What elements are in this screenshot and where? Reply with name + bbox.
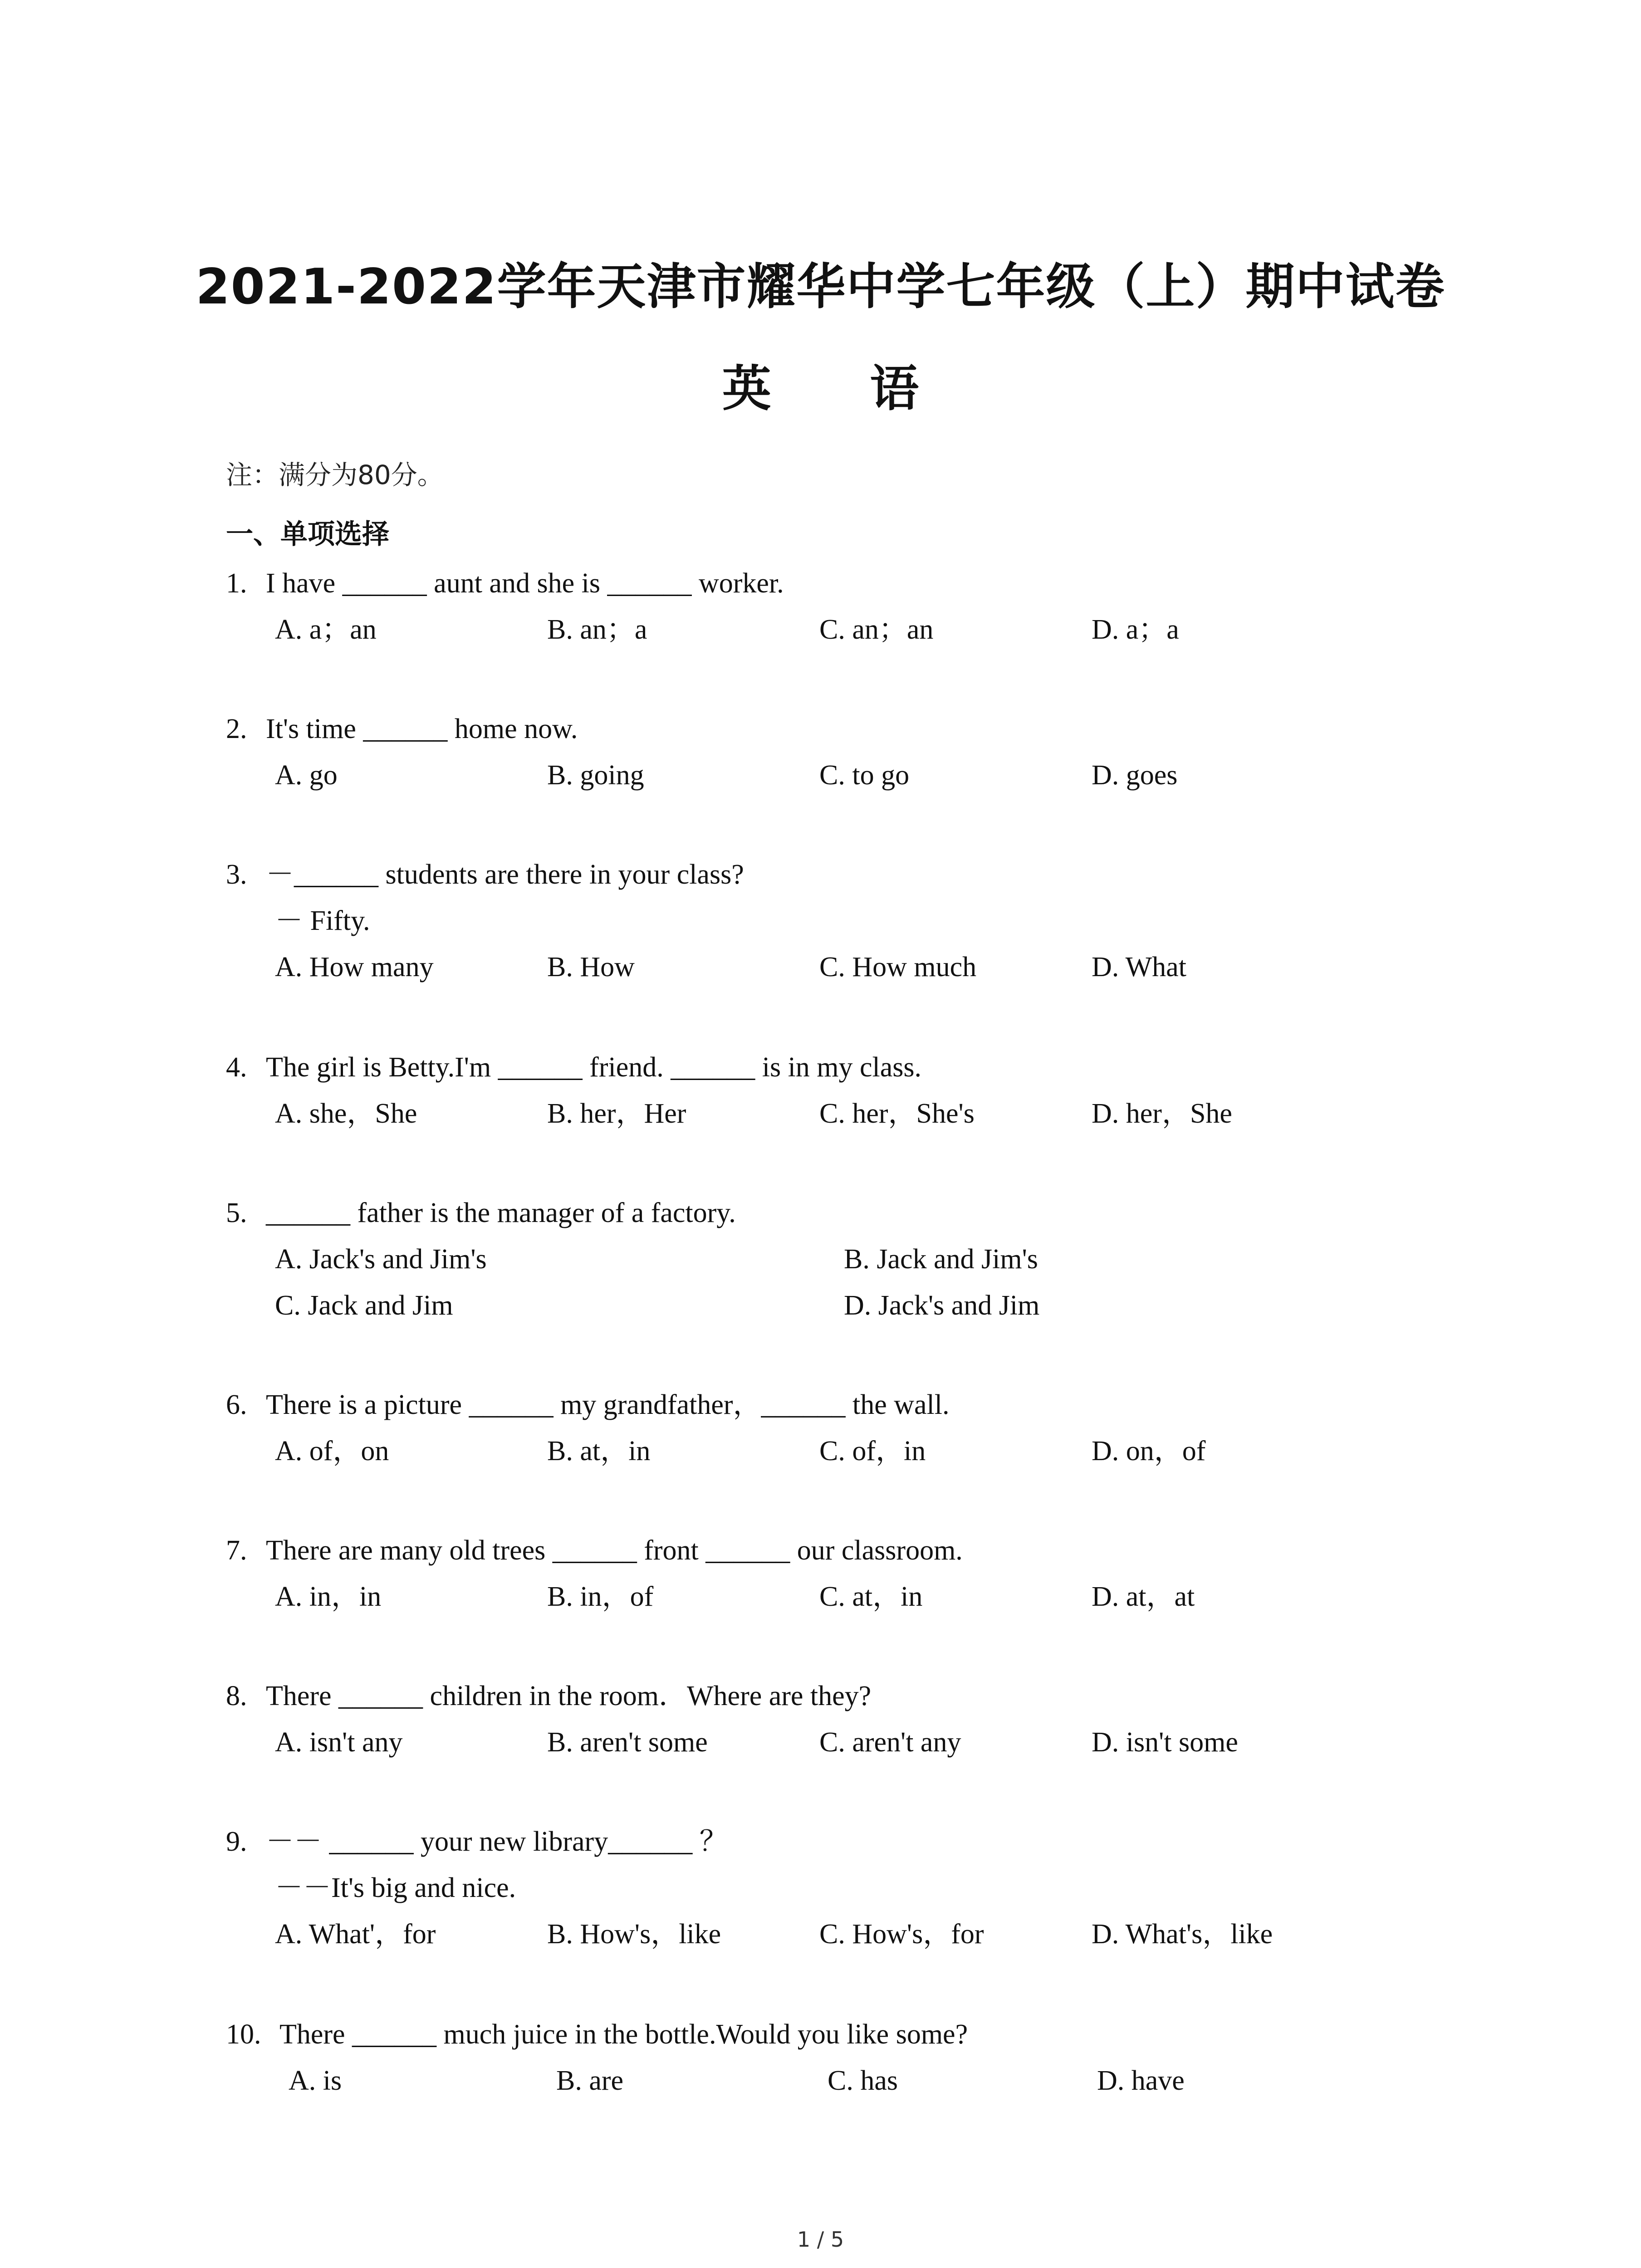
question-3 <box>226 851 1451 990</box>
option-a: A. a；an <box>275 614 377 645</box>
option-d: D. What <box>1092 952 1186 982</box>
option-d: D. on，of <box>1092 1436 1206 1466</box>
question-stem <box>226 1382 1451 1428</box>
question-text: I have ______ aunt and she is ______ worker. <box>266 568 784 599</box>
question-stem <box>226 1673 1451 1719</box>
option-a: A. she，She <box>275 1098 417 1129</box>
options-row <box>226 1282 1451 1329</box>
question-text: There are many old trees ______ front ______ our classroom. <box>266 1535 963 1566</box>
question-1 <box>226 560 1451 653</box>
question-stem <box>226 560 1451 606</box>
question-10 <box>226 2011 1451 2104</box>
option-c: C. Jack and Jim <box>275 1290 453 1321</box>
question-text: There is a picture ______ my grandfather，______ the wall. <box>266 1389 950 1420</box>
options-row <box>226 1719 1451 1765</box>
question-number: 10. <box>226 2019 261 2050</box>
question-number: 9. <box>226 1826 247 1857</box>
question-stem <box>226 851 1451 898</box>
option-d: D. her，She <box>1092 1098 1232 1129</box>
question-2 <box>226 706 1451 798</box>
option-b: B. How's，like <box>547 1919 721 1950</box>
question-stem <box>226 1044 1451 1090</box>
options-row <box>226 606 1451 653</box>
question-8 <box>226 1673 1451 1765</box>
options-row <box>226 1428 1451 1474</box>
option-d: D. Jack's and Jim <box>844 1290 1040 1321</box>
option-a: A. in，in <box>275 1581 382 1612</box>
option-a: A. isn't any <box>275 1727 403 1758</box>
question-dialog-line: － Fifty. <box>275 905 370 936</box>
option-c: C. How much <box>819 952 977 982</box>
option-a: A. What'，for <box>275 1919 436 1950</box>
option-c: C. to go <box>819 760 910 791</box>
question-text: －______ students are there in your class? <box>266 859 744 890</box>
question-text: There ______ children in the room．Where are they? <box>266 1681 872 1711</box>
option-d: D. isn't some <box>1092 1727 1238 1758</box>
option-c: C. How's，for <box>819 1919 984 1950</box>
question-stem <box>226 2011 1451 2058</box>
question-stem <box>226 706 1451 752</box>
option-a: A. is <box>289 2065 342 2096</box>
question-number: 8. <box>226 1681 247 1711</box>
question-number: 6. <box>226 1389 247 1420</box>
question-text: It's time ______ home now. <box>266 714 578 744</box>
option-b: B. Jack and Jim's <box>844 1244 1038 1275</box>
question-stem <box>226 1818 1451 1865</box>
options-row <box>226 1911 1451 1957</box>
question-4 <box>226 1044 1451 1137</box>
question-6 <box>226 1382 1451 1474</box>
option-b: B. aren't some <box>547 1727 708 1758</box>
option-b: B. in，of <box>547 1581 654 1612</box>
question-stem <box>226 1527 1451 1574</box>
options-row <box>226 1574 1451 1620</box>
option-c: C. at，in <box>819 1581 923 1612</box>
question-number: 5. <box>226 1198 247 1228</box>
question-text: The girl is Betty.I'm ______ friend. ______ is in my class. <box>266 1052 922 1083</box>
option-a: A. How many <box>275 952 434 982</box>
options-row <box>226 752 1451 798</box>
question-text: ______ father is the manager of a factory. <box>266 1198 736 1228</box>
option-a: A. of，on <box>275 1436 389 1466</box>
subject-title: 英 语 <box>722 361 960 417</box>
question-number: 1. <box>226 568 247 599</box>
option-c: C. an；an <box>819 614 934 645</box>
exam-title: 2021-2022学年天津市耀华中学七年级（上）期中试卷 <box>196 259 1445 315</box>
question-number: 4. <box>226 1052 247 1083</box>
option-c: C. her，She's <box>819 1098 975 1129</box>
option-b: B. How <box>547 952 635 982</box>
options-row <box>226 1236 1451 1282</box>
option-b: B. at，in <box>547 1436 651 1466</box>
option-d: D. a；a <box>1092 614 1179 645</box>
option-b: B. an；a <box>547 614 647 645</box>
section-heading: 一、单项选择 <box>226 518 389 550</box>
option-a: A. Jack's and Jim's <box>275 1244 487 1275</box>
options-row <box>226 1090 1451 1137</box>
options-row <box>226 944 1451 990</box>
option-b: B. going <box>547 760 644 791</box>
option-c: C. of，in <box>819 1436 926 1466</box>
question-stem <box>226 1190 1451 1236</box>
question-dialog-line: －－It's big and nice. <box>275 1872 516 1903</box>
question-5 <box>226 1190 1451 1329</box>
option-d: D. goes <box>1092 760 1178 791</box>
option-d: D. What's，like <box>1092 1919 1273 1950</box>
question-number: 3. <box>226 859 247 890</box>
score-note: 注：满分为80分。 <box>226 459 444 490</box>
question-text: －－ ______ your new library______ ？ <box>266 1826 728 1857</box>
options-row <box>226 2058 1451 2104</box>
option-a: A. go <box>275 760 338 791</box>
option-b: B. her，Her <box>547 1098 686 1129</box>
page-number: 1 / 5 <box>797 2227 844 2252</box>
question-9 <box>226 1818 1451 1957</box>
option-b: B. are <box>556 2065 624 2096</box>
option-d: D. at，at <box>1092 1581 1195 1612</box>
option-c: C. has <box>828 2065 898 2096</box>
question-number: 2. <box>226 714 247 744</box>
question-text: There ______ much juice in the bottle.Would you like some? <box>279 2019 968 2050</box>
question-number: 7. <box>226 1535 247 1566</box>
option-d: D. have <box>1097 2065 1185 2096</box>
question-7 <box>226 1527 1451 1620</box>
option-c: C. aren't any <box>819 1727 961 1758</box>
